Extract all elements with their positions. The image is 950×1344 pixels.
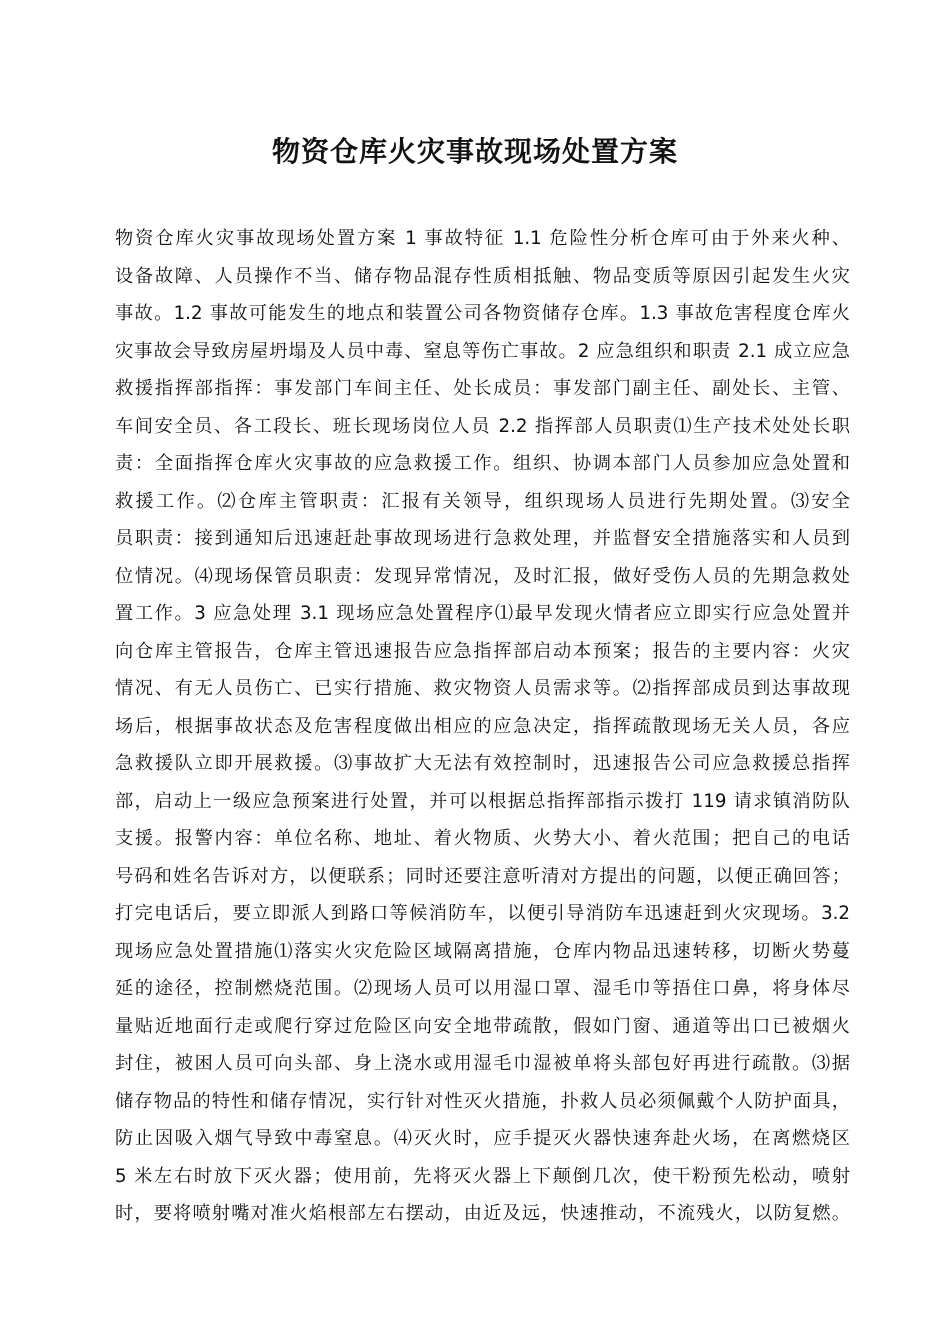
body-line: 向仓库主管报告，仓库主管迅速报告应急指挥部启动本预案；报告的主要内容：火灾 xyxy=(115,640,850,662)
body-line: 防止因吸入烟气导致中毒窒息。⑷灭火时，应手提灭火器快速奔赴火场，在离燃烧区 xyxy=(115,1128,850,1149)
body-line: 量贴近地面行走或爬行穿过危险区向安全地带疏散，假如门窗、通道等出口已被烟火 xyxy=(115,1015,850,1037)
body-line: 场后，根据事故状态及危害程度做出相应的应急决定，指挥疏散现场无关人员，各应 xyxy=(115,715,850,737)
body-line: 急救援队立即开展救援。⑶事故扩大无法有效控制时，迅速报告公司应急救援总指挥 xyxy=(115,753,850,774)
body-line: 车间安全员、各工段长、班长现场岗位人员 2.2 指挥部人员职责⑴生产技术处处长职 xyxy=(115,415,850,437)
body-line: 员职责：接到通知后迅速赶赴事故现场进行急救处理，并监督安全措施落实和人员到 xyxy=(115,528,850,549)
body-line: 时，要将喷射嘴对准火焰根部左右摆动，由近及远，快速推动，不流残火，以防复燃。 xyxy=(115,1203,850,1224)
body-line: 救援工作。⑵仓库主管职责：汇报有关领导，组织现场人员进行先期处置。⑶安全 xyxy=(115,490,850,512)
body-line: 位情况。⑷现场保管员职责：发现异常情况，及时汇报，做好受伤人员的先期急救处 xyxy=(115,565,850,587)
body-line: 置工作。3 应急处理 3.1 现场应急处置程序⑴最早发现火情者应立即实行应急处置并 xyxy=(115,603,850,624)
body-line: 物资仓库火灾事故现场处置方案 1 事故特征 1.1 危险性分析仓库可由于外来火种、 xyxy=(115,228,850,249)
body-line: 储存物品的特性和储存情况，实行针对性灭火措施，扑救人员必须佩戴个人防护面具， xyxy=(115,1090,850,1112)
body-line: 情况、有无人员伤亡、已实行措施、救灾物资人员需求等。⑵指挥部成员到达事故现 xyxy=(115,678,850,699)
body-line: 灾事故会导致房屋坍塌及人员中毒、窒息等伤亡事故。2 应急组织和职责 2.1 成立应急 xyxy=(115,340,850,362)
body-line: 打完电话后，要立即派人到路口等候消防车，以便引导消防车迅速赶到火灾现场。3.2 xyxy=(115,903,850,924)
body-line: 支援。报警内容：单位名称、地址、着火物质、火势大小、着火范围；把自己的电话 xyxy=(115,828,850,849)
body-line: 设备故障、人员操作不当、储存物品混存性质相抵触、物品变质等原因引起发生火灾 xyxy=(115,265,850,287)
document-title: 物资仓库火灾事故现场处置方案 xyxy=(271,135,678,168)
document-body xyxy=(115,220,850,1233)
body-line: 救援指挥部指挥：事发部门车间主任、处长成员：事发部门副主任、副处长、主管、 xyxy=(115,378,850,399)
body-line: 责：全面指挥仓库火灾事故的应急救援工作。组织、协调本部门人员参加应急处置和 xyxy=(115,453,850,474)
body-line: 延的途径，控制燃烧范围。⑵现场人员可以用湿口罩、湿毛巾等捂住口鼻，将身体尽 xyxy=(115,978,850,999)
body-line: 号码和姓名告诉对方，以便联系；同时还要注意听清对方提出的问题，以便正确回答； xyxy=(115,865,850,887)
body-line: 事故。1.2 事故可能发生的地点和装置公司各物资储存仓库。1.3 事故危害程度仓库火 xyxy=(115,303,850,324)
body-line: 5 米左右时放下灭火器；使用前，先将灭火器上下颠倒几次，使干粉预先松动，喷射 xyxy=(115,1165,850,1187)
body-line: 现场应急处置措施⑴落实火灾危险区域隔离措施，仓库内物品迅速转移，切断火势蔓 xyxy=(115,940,850,962)
body-line: 部，启动上一级应急预案进行处置，并可以根据总指挥部指示拨打 119 请求镇消防队 xyxy=(115,790,850,812)
body-line: 封住，被困人员可向头部、身上浇水或用湿毛巾湿被单将头部包好再进行疏散。⑶据 xyxy=(115,1053,850,1074)
